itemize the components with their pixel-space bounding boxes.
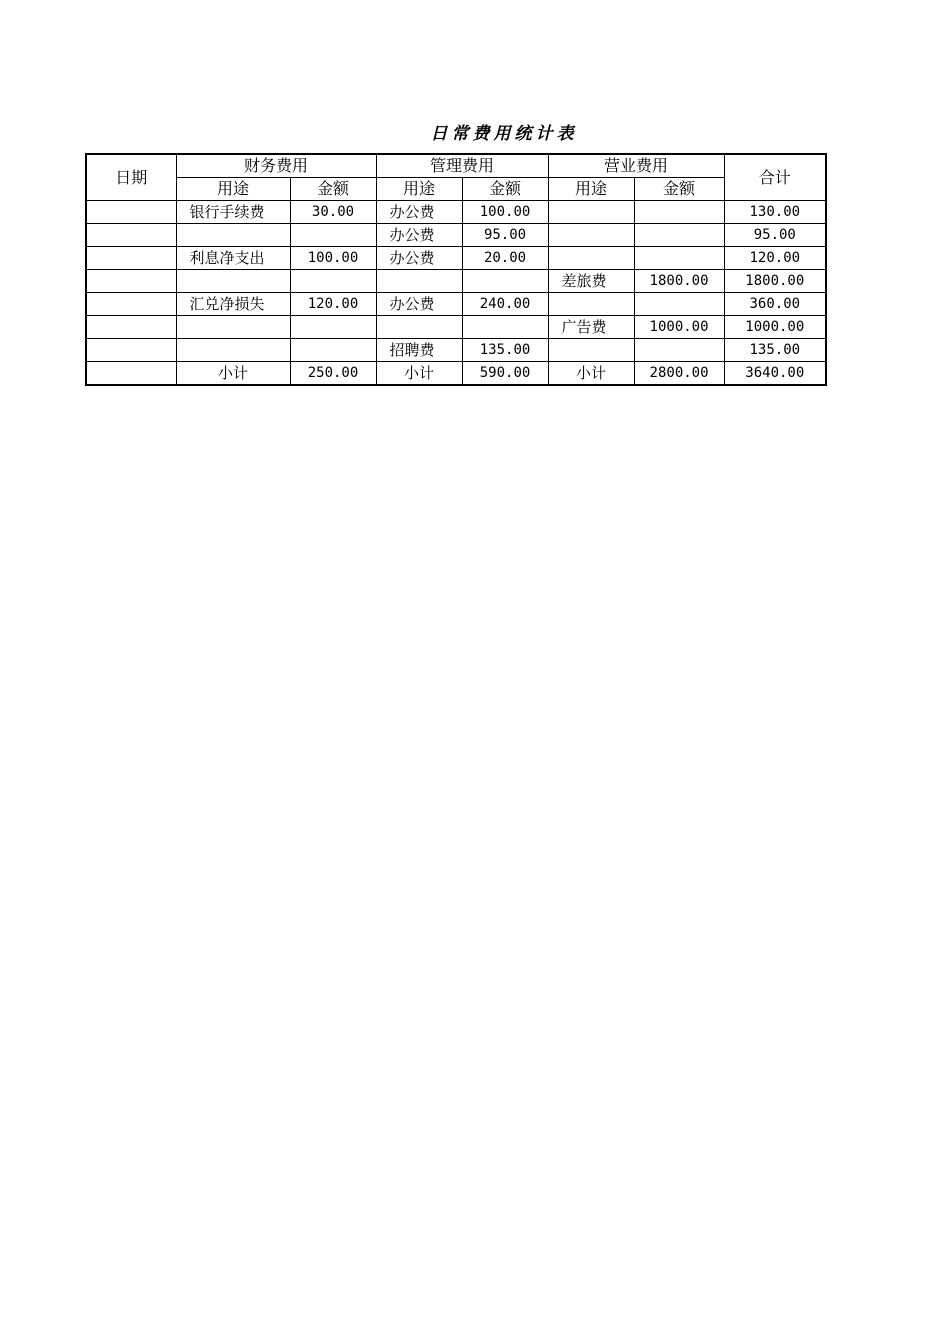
header-date: 日期 [86,154,176,201]
cell-date[interactable] [86,316,176,339]
cell-finance-amount[interactable]: 120.00 [290,293,376,316]
sheet-title: 日常费用统计表 [430,124,578,144]
header-sales: 营业费用 [548,154,724,178]
cell-finance-use[interactable] [176,316,290,339]
cell-date[interactable] [86,201,176,224]
table-row [86,247,826,270]
table-row [86,293,826,316]
cell-sales-amount[interactable] [634,224,724,247]
cell-date[interactable] [86,339,176,362]
table-row [86,201,826,224]
cell-sales-use[interactable] [548,339,634,362]
cell-sales-use[interactable] [548,293,634,316]
cell-management-amount[interactable]: 20.00 [462,247,548,270]
cell-sales-amount[interactable]: 1800.00 [634,270,724,293]
cell-finance-use[interactable] [176,270,290,293]
header-row-sub [86,178,826,201]
cell-management-use[interactable]: 办公费 [376,201,462,224]
subtotal-total[interactable]: 3640.00 [724,362,826,386]
header-finance-use: 用途 [176,178,290,201]
subtotal-management-label[interactable]: 小计 [376,362,462,386]
cell-management-use[interactable] [376,316,462,339]
header-management: 管理费用 [376,154,548,178]
cell-management-use[interactable]: 办公费 [376,293,462,316]
cell-management-use[interactable] [376,270,462,293]
header-sales-use: 用途 [548,178,634,201]
table-row [86,270,826,293]
cell-sales-use[interactable] [548,247,634,270]
cell-date[interactable] [86,270,176,293]
cell-total[interactable]: 130.00 [724,201,826,224]
cell-date[interactable] [86,247,176,270]
table-row [86,316,826,339]
cell-management-amount[interactable]: 100.00 [462,201,548,224]
cell-sales-amount[interactable] [634,201,724,224]
header-finance: 财务费用 [176,154,376,178]
header-row-group [86,154,826,178]
subtotal-row [86,362,826,386]
subtotal-management-amount[interactable]: 590.00 [462,362,548,386]
header-management-use: 用途 [376,178,462,201]
cell-finance-amount[interactable]: 100.00 [290,247,376,270]
cell-management-use[interactable]: 办公费 [376,224,462,247]
cell-sales-use[interactable]: 广告费 [548,316,634,339]
cell-finance-use[interactable]: 银行手续费 [176,201,290,224]
cell-management-use[interactable]: 办公费 [376,247,462,270]
cell-date[interactable] [86,362,176,386]
cell-management-amount[interactable]: 135.00 [462,339,548,362]
cell-management-use[interactable]: 招聘费 [376,339,462,362]
subtotal-finance-amount[interactable]: 250.00 [290,362,376,386]
cell-management-amount[interactable]: 240.00 [462,293,548,316]
header-finance-amount: 金额 [290,178,376,201]
table-row [86,339,826,362]
expense-table [85,153,827,386]
cell-sales-amount[interactable] [634,339,724,362]
cell-finance-use[interactable] [176,339,290,362]
cell-management-amount[interactable]: 95.00 [462,224,548,247]
cell-finance-use[interactable]: 利息净支出 [176,247,290,270]
cell-sales-amount[interactable]: 1000.00 [634,316,724,339]
cell-management-amount[interactable] [462,270,548,293]
cell-finance-amount[interactable] [290,339,376,362]
subtotal-finance-label[interactable]: 小计 [176,362,290,386]
subtotal-sales-label[interactable]: 小计 [548,362,634,386]
header-management-amount: 金额 [462,178,548,201]
cell-sales-amount[interactable] [634,293,724,316]
cell-sales-use[interactable] [548,224,634,247]
cell-finance-amount[interactable] [290,270,376,293]
cell-sales-use[interactable]: 差旅费 [548,270,634,293]
cell-sales-use[interactable] [548,201,634,224]
cell-total[interactable]: 1800.00 [724,270,826,293]
header-total: 合计 [724,154,826,201]
cell-finance-amount[interactable] [290,224,376,247]
cell-total[interactable]: 135.00 [724,339,826,362]
cell-sales-amount[interactable] [634,247,724,270]
cell-total[interactable]: 360.00 [724,293,826,316]
cell-finance-use[interactable] [176,224,290,247]
cell-total[interactable]: 95.00 [724,224,826,247]
cell-total[interactable]: 1000.00 [724,316,826,339]
cell-date[interactable] [86,224,176,247]
cell-date[interactable] [86,293,176,316]
cell-management-amount[interactable] [462,316,548,339]
cell-finance-use[interactable]: 汇兑净损失 [176,293,290,316]
table-row [86,224,826,247]
header-sales-amount: 金额 [634,178,724,201]
cell-total[interactable]: 120.00 [724,247,826,270]
cell-finance-amount[interactable] [290,316,376,339]
subtotal-sales-amount[interactable]: 2800.00 [634,362,724,386]
cell-finance-amount[interactable]: 30.00 [290,201,376,224]
